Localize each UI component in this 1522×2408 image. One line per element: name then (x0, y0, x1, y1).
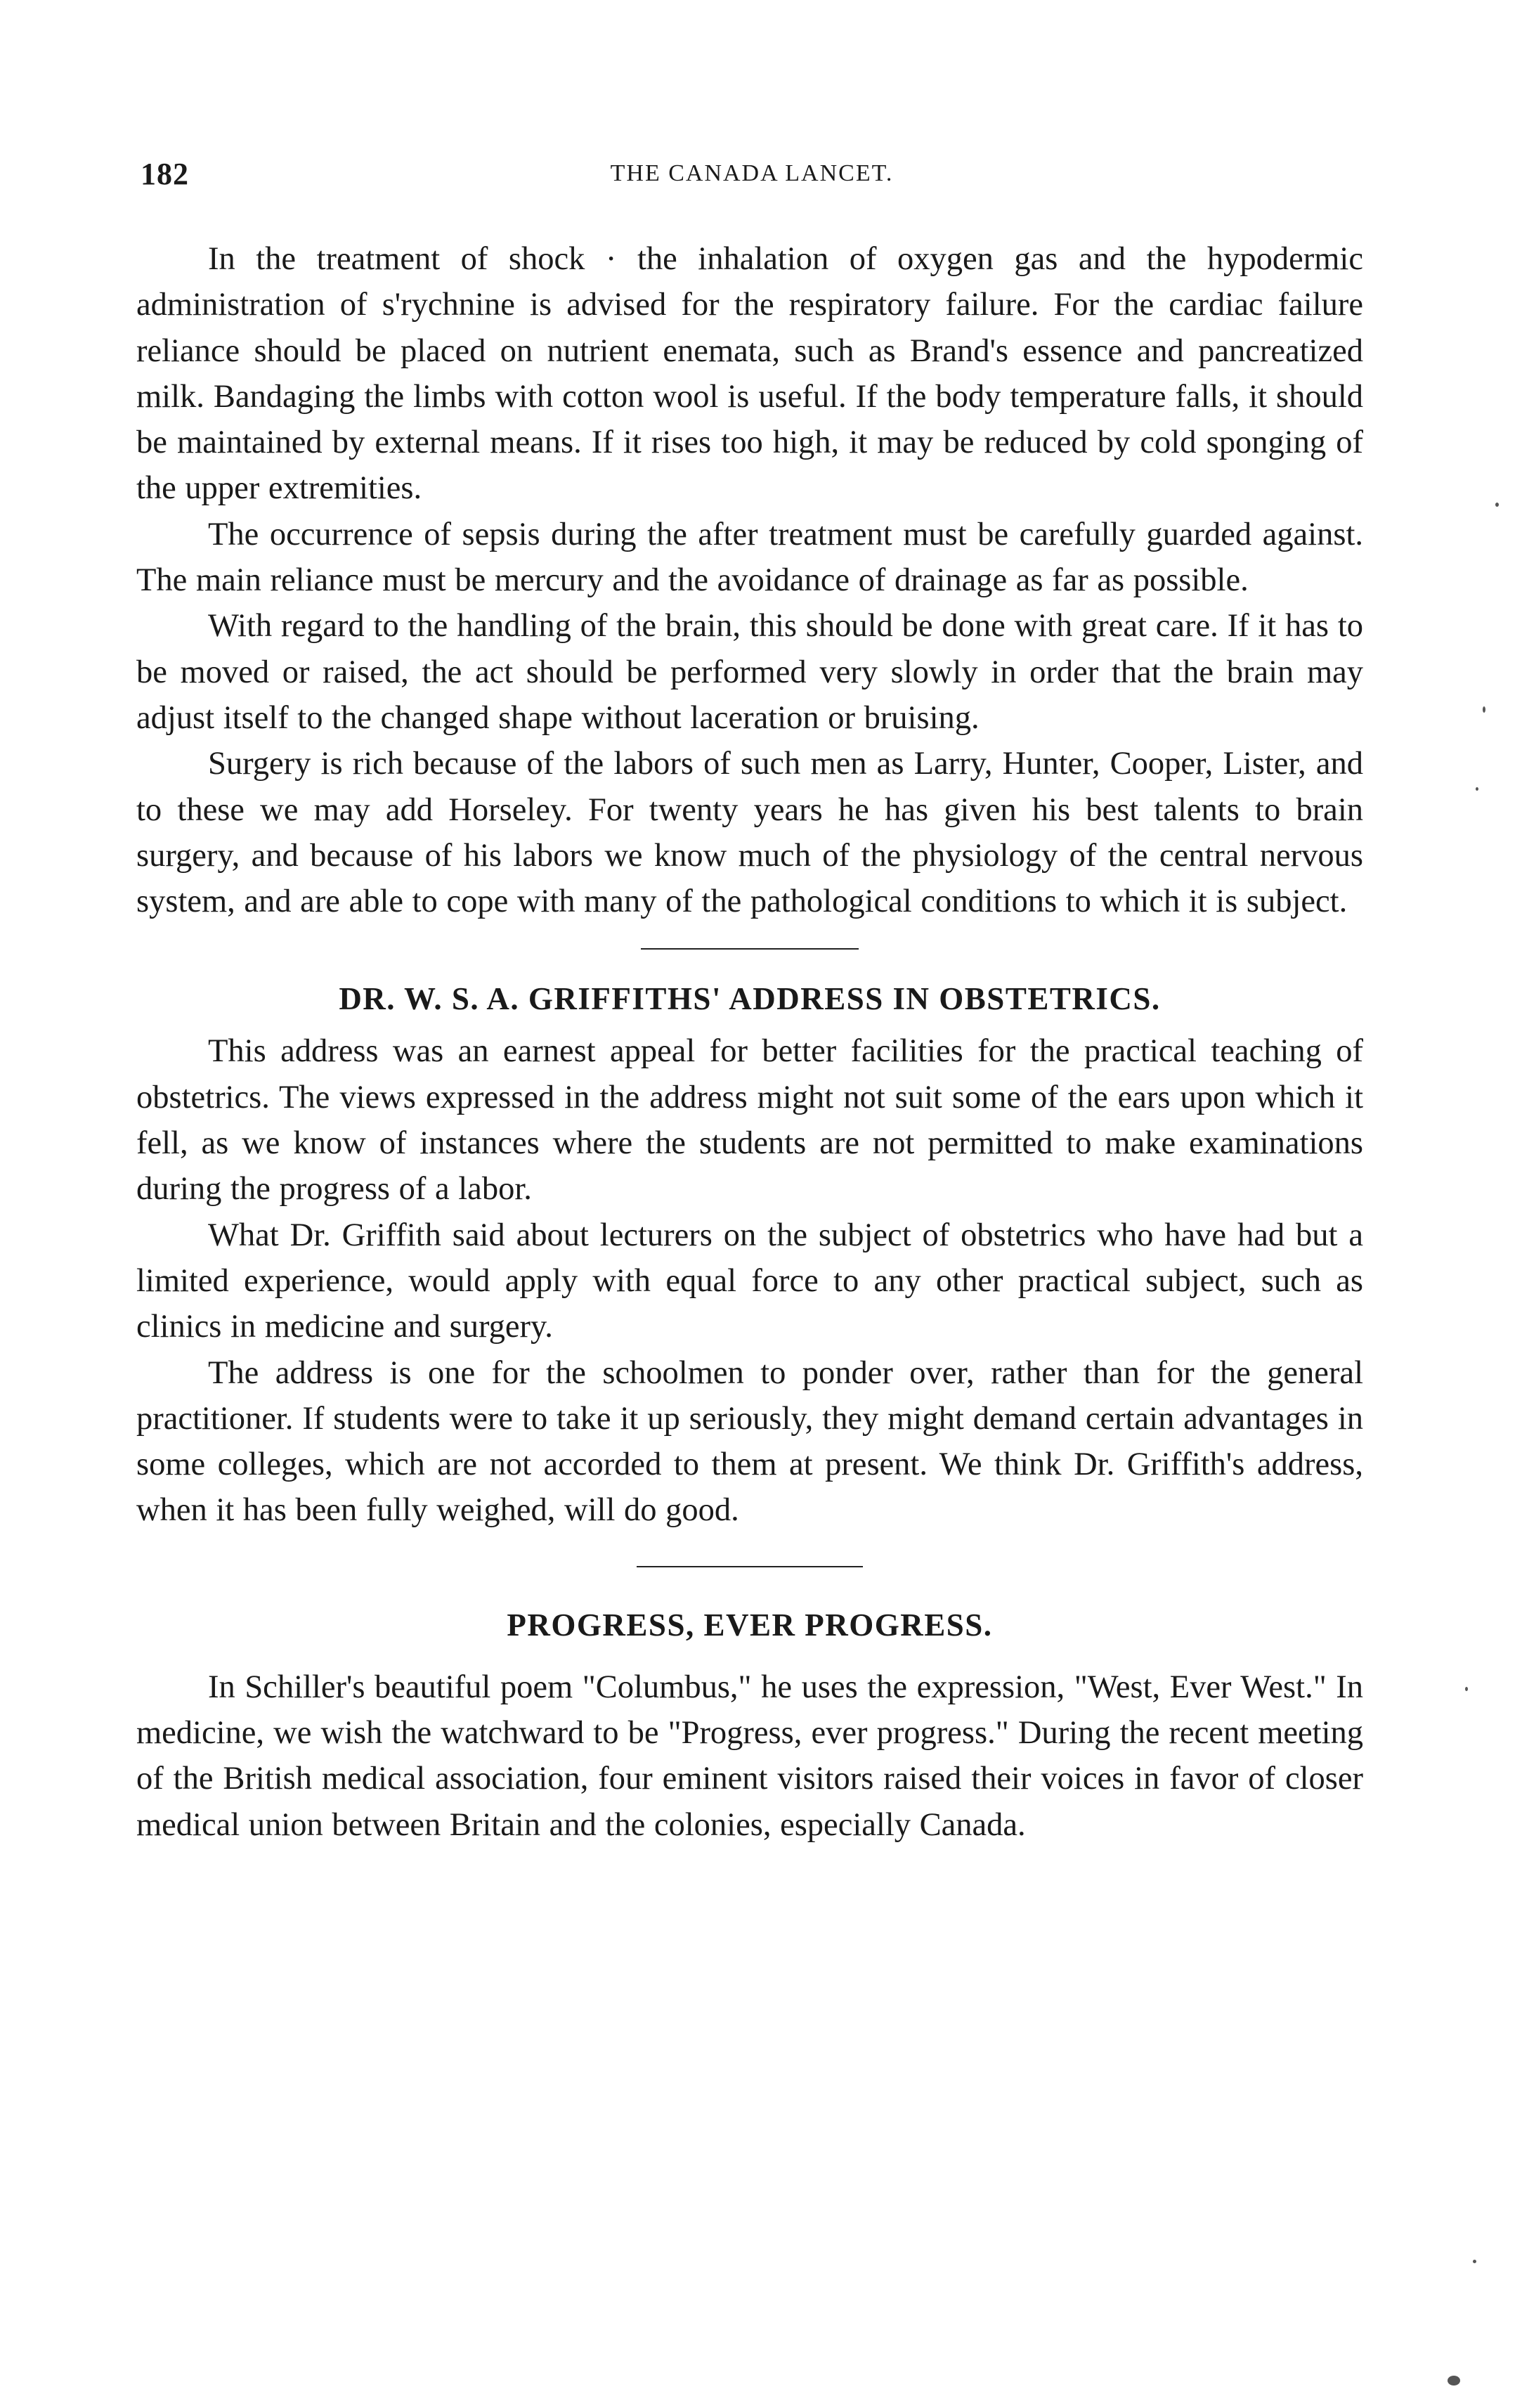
section-heading: DR. W. S. A. GRIFFITHS' ADDRESS IN OBSTETRICS. (339, 981, 1161, 1017)
section-griffiths-address (136, 980, 1363, 1533)
scan-speck (1473, 2260, 1476, 2263)
paragraph: With regard to the handling of the brain, this should be done with great care. If it has to be moved or raised, the act should be performed very slowly in order that the brain may adjust itself to the changed shape without laceration or bruising. (136, 608, 1363, 736)
paragraph: What Dr. Griffith said about lecturers on the subject of obstetrics who have had but a limited experience, would apply with equal force to any other practical subject, such as clinics in medicine and surgery. (136, 1217, 1363, 1345)
scan-speck (1448, 2376, 1460, 2386)
paragraph: Surgery is rich because of the labors of such men as Larry, Hunter, Cooper, Lister, and to these we may add Horseley. For twenty years he has given his best talents to brain surgery, and because of his labors we know much of the physiology of the central nervous system, and are able to cope with many of the pathological conditions to which it is subject. (136, 746, 1363, 920)
paragraph: The occurrence of sepsis during the after treatment must be carefully guarded against. The main reliance must be mercury and the avoidance of drainage as far as possible. (136, 516, 1363, 599)
paragraph: This address was an earnest appeal for better facilities for the practical teaching of obstetrics. The views expressed in the address might not suit some of the ears upon which it fell, as we know of instances where the students are not permitted to make examinations during the progress of a labor. (136, 1033, 1363, 1208)
scan-speck (1483, 706, 1485, 713)
paragraph: In the treatment of shock · the inhalation of oxygen gas and the hypodermic administration of s'rychnine is advised for the respiratory failure. For the cardiac failure reliance should be placed on nutrient enemata, such as Brand's essence and pancreatized milk. Bandaging the limbs with cotton wool is useful. If the body temperature falls, it should be maintained by external means. If it rises too high, it may be reduced by cold sponging of the upper extremities. (136, 241, 1363, 507)
page-number: 182 (141, 157, 189, 191)
scan-speck (1465, 1687, 1468, 1691)
section-progress (136, 1607, 1363, 1848)
scan-speck (1476, 787, 1478, 791)
running-title: THE CANADA LANCET. (610, 160, 894, 186)
section-heading: PROGRESS, EVER PROGRESS. (507, 1607, 993, 1643)
section-brain-surgery (136, 236, 1363, 924)
page-header (141, 156, 1363, 198)
scan-speck (1495, 503, 1499, 507)
section-divider (637, 1566, 863, 1567)
section-divider (641, 948, 859, 950)
article-body (136, 236, 1363, 1848)
paragraph: The address is one for the schoolmen to ponder over, rather than for the general practitioner. If students were to take it up seriously, they might demand certain advantages in some colleges, which are not accorded to them at present. We think Dr. Griffith's address, when it has been fully weighed, will do good. (136, 1354, 1363, 1529)
paragraph: In Schiller's beautiful poem "Columbus," he uses the expression, "West, Ever West." In medicine, we wish the watchward to be "Progress, ever progress." During the recent meeting of the British medical association, four eminent visitors raised their voices in favor of closer medical union between Britain and the colonies, especially Canada. (136, 1669, 1363, 1843)
